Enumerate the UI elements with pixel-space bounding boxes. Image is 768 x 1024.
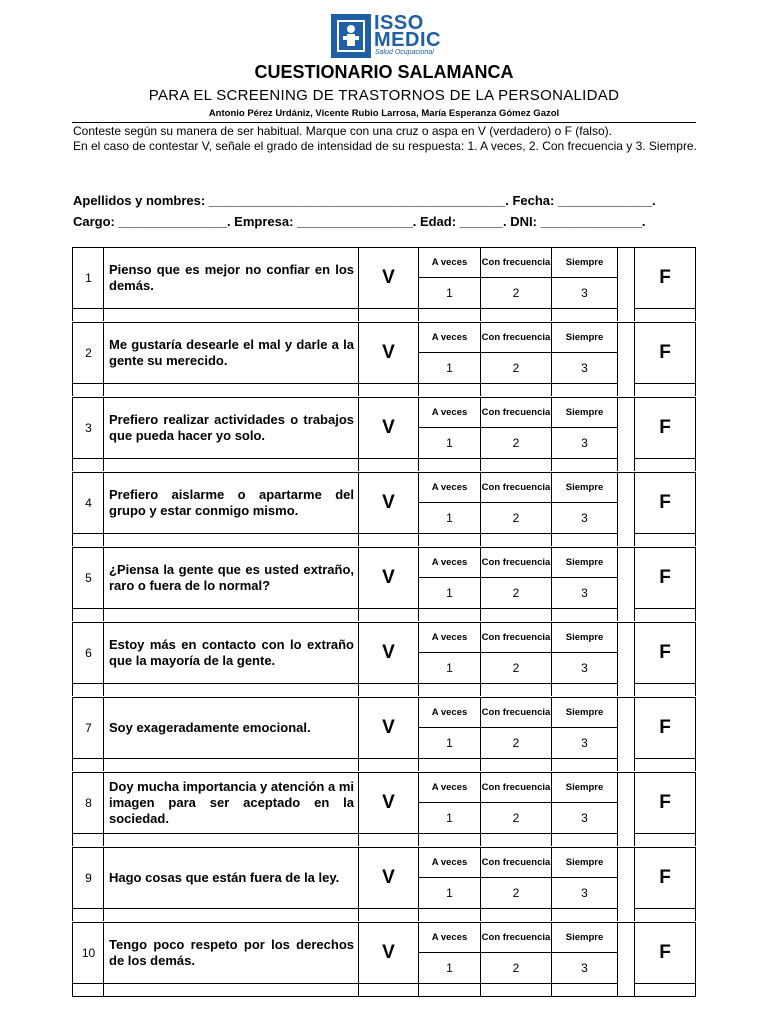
question-text: Prefiero aislarme o apartarme del grupo y estar conmigo mismo. [109, 486, 354, 518]
intensity-option-2[interactable]: 2 [512, 361, 520, 375]
intensity-header: A veces [431, 256, 468, 268]
intensity-option-1[interactable]: 1 [446, 286, 453, 300]
question-number: 2 [85, 345, 92, 360]
table-border [617, 697, 618, 771]
intensity-header: A veces [431, 631, 468, 643]
table-border [695, 472, 696, 546]
authors: Antonio Pérez Urdániz, Vicente Rubio Larrosa, María Esperanza Gómez Gazol [208, 108, 560, 119]
job-company-field[interactable]: Cargo: _______________. Empresa: ________________. Edad: ______. DNI: ______________. [73, 214, 646, 229]
table-border [634, 683, 696, 684]
table-border [103, 247, 104, 321]
true-option[interactable]: V [382, 641, 395, 663]
intensity-header: Siempre [565, 406, 604, 418]
false-option[interactable]: F [659, 791, 671, 813]
table-border [72, 622, 73, 696]
intensity-option-1[interactable]: 1 [446, 511, 453, 525]
table-border [634, 983, 696, 984]
intensity-header: A veces [431, 481, 468, 493]
intensity-header: A veces [431, 406, 468, 418]
intensity-header: Siempre [565, 931, 604, 943]
table-border [695, 922, 696, 996]
divider [72, 122, 696, 123]
intensity-header: Con frecuencia [481, 856, 551, 868]
table-border [103, 472, 104, 546]
intensity-option-1[interactable]: 1 [446, 436, 453, 450]
instructions-line-2: En el caso de contestar V, señale el grado de intensidad de su respuesta: 1. A veces, 2. Con frecuencia y 3. Siempre. [73, 139, 697, 153]
table-border [617, 847, 618, 921]
intensity-option-1[interactable]: 1 [446, 961, 453, 975]
page-title: CUESTIONARIO SALAMANCA [254, 62, 514, 82]
intensity-option-3[interactable]: 3 [581, 436, 588, 450]
question-text: Soy exageradamente emocional. [109, 719, 311, 735]
table-border [72, 772, 73, 846]
intensity-option-3[interactable]: 3 [581, 811, 588, 825]
table-border [103, 622, 104, 696]
table-border [695, 772, 696, 846]
intensity-header: A veces [431, 856, 468, 868]
question-number: 9 [85, 870, 92, 885]
table-border [72, 397, 73, 471]
table-border [617, 622, 618, 696]
table-border [72, 608, 617, 609]
intensity-option-1[interactable]: 1 [446, 361, 453, 375]
true-option[interactable]: V [382, 716, 395, 738]
table-border [634, 908, 696, 909]
logo-tagline: Salud Ocupacional [375, 49, 434, 56]
question-number: 5 [85, 570, 92, 585]
table-border [103, 322, 104, 396]
false-option[interactable]: F [659, 266, 671, 288]
true-option[interactable]: V [382, 941, 395, 963]
logo-text-isso: ISSO [374, 12, 424, 34]
question-text: Hago cosas que están fuera de la ley. [109, 869, 340, 885]
intensity-header: Con frecuencia [481, 406, 551, 418]
intensity-option-2[interactable]: 2 [512, 286, 520, 300]
intensity-header: Con frecuencia [481, 331, 551, 343]
intensity-header: Siempre [565, 481, 604, 493]
table-border [103, 547, 104, 621]
logo-text-medic: MEDIC [374, 29, 441, 51]
intensity-option-3[interactable]: 3 [581, 736, 588, 750]
table-border [72, 847, 73, 921]
intensity-header: Siempre [565, 331, 604, 343]
intensity-header: Siempre [565, 856, 604, 868]
intensity-option-1[interactable]: 1 [446, 736, 453, 750]
false-option[interactable]: F [659, 941, 671, 963]
true-option[interactable]: V [382, 866, 395, 888]
false-option[interactable]: F [659, 491, 671, 513]
table-border [72, 472, 73, 546]
questionnaire-table [72, 247, 696, 983]
table-border [695, 247, 696, 321]
intensity-option-2[interactable]: 2 [512, 586, 520, 600]
intensity-option-2[interactable]: 2 [512, 511, 520, 525]
table-border [617, 247, 618, 321]
intensity-option-2[interactable]: 2 [512, 811, 520, 825]
intensity-option-3[interactable]: 3 [581, 661, 588, 675]
question-number: 7 [85, 720, 92, 735]
question-text: Me gustaría desearle el mal y darle a la gente su merecido. [109, 336, 354, 368]
question-number: 6 [85, 645, 92, 660]
table-border [634, 383, 696, 384]
question-text: Tengo poco respeto por los derechos de los demás. [109, 936, 354, 968]
table-border [634, 608, 696, 609]
table-border [72, 547, 73, 621]
true-option[interactable]: V [382, 791, 395, 813]
intensity-header: Siempre [565, 631, 604, 643]
table-border [72, 833, 617, 834]
table-border [72, 322, 73, 396]
intensity-header: A veces [431, 706, 468, 718]
question-text: Estoy más en contacto con lo extraño que la mayoría de la gente. [109, 636, 354, 668]
table-border [695, 622, 696, 696]
table-border [617, 322, 618, 396]
question-text: Pienso que es mejor no confiar en los demás. [109, 261, 354, 293]
intensity-option-2[interactable]: 2 [512, 661, 520, 675]
question-number: 10 [81, 945, 96, 960]
name-date-field[interactable]: Apellidos y nombres: _________________________________________. Fecha: _____________. [73, 193, 656, 208]
table-border [72, 683, 617, 684]
intensity-header: Con frecuencia [481, 631, 551, 643]
intensity-option-3[interactable]: 3 [581, 586, 588, 600]
table-border [103, 922, 104, 996]
table-border [695, 847, 696, 921]
question-number: 3 [85, 420, 92, 435]
intensity-option-2[interactable]: 2 [512, 886, 520, 900]
intensity-option-3[interactable]: 3 [581, 886, 588, 900]
true-option[interactable]: V [382, 566, 395, 588]
table-border [103, 697, 104, 771]
intensity-header: A veces [431, 781, 468, 793]
intensity-header: Siempre [565, 781, 604, 793]
table-border [103, 772, 104, 846]
intensity-option-3[interactable]: 3 [581, 961, 588, 975]
question-number: 8 [85, 795, 92, 810]
table-border [634, 833, 696, 834]
true-option[interactable]: V [382, 416, 395, 438]
question-number: 1 [85, 270, 92, 285]
false-option[interactable]: F [659, 641, 671, 663]
intensity-option-2[interactable]: 2 [512, 736, 520, 750]
table-border [72, 908, 617, 909]
instructions-line-1: Conteste según su manera de ser habitual. Marque con una cruz o aspa en V (verdadero) o F (falso). [73, 124, 612, 138]
intensity-header: Siempre [565, 556, 604, 568]
table-border [72, 247, 73, 321]
intensity-header: Con frecuencia [481, 256, 551, 268]
question-text: Prefiero realizar actividades o trabajos que pueda hacer yo solo. [109, 411, 354, 443]
table-border [72, 533, 617, 534]
false-option[interactable]: F [659, 866, 671, 888]
intensity-header: A veces [431, 931, 468, 943]
page-subtitle: PARA EL SCREENING DE TRASTORNOS DE LA PERSONALIDAD [148, 87, 620, 104]
table-border [72, 996, 696, 997]
table-border [72, 697, 73, 771]
false-option[interactable]: F [659, 341, 671, 363]
table-border [72, 308, 617, 309]
table-border [617, 397, 618, 471]
intensity-option-1[interactable]: 1 [446, 886, 453, 900]
table-border [617, 472, 618, 546]
question-text: ¿Piensa la gente que es usted extraño, raro o fuera de lo normal? [109, 561, 354, 593]
table-border [695, 547, 696, 621]
intensity-option-1[interactable]: 1 [446, 586, 453, 600]
true-option[interactable]: V [382, 341, 395, 363]
intensity-option-3[interactable]: 3 [581, 511, 588, 525]
false-option[interactable]: F [659, 716, 671, 738]
intensity-option-1[interactable]: 1 [446, 661, 453, 675]
table-border [634, 533, 696, 534]
intensity-header: Con frecuencia [481, 706, 551, 718]
table-border [72, 983, 617, 984]
table-border [695, 322, 696, 396]
intensity-option-2[interactable]: 2 [512, 436, 520, 450]
company-logo [331, 14, 439, 58]
true-option[interactable]: V [382, 266, 395, 288]
intensity-header: Con frecuencia [481, 931, 551, 943]
table-border [103, 397, 104, 471]
intensity-header: A veces [431, 331, 468, 343]
false-option[interactable]: F [659, 416, 671, 438]
table-border [617, 772, 618, 846]
table-border [72, 383, 617, 384]
table-border [617, 922, 618, 996]
table-border [695, 697, 696, 771]
intensity-header: Con frecuencia [481, 556, 551, 568]
question-text: Doy mucha importancia y atención a mi imagen para ser aceptado en la sociedad. [109, 778, 354, 826]
table-border [634, 758, 696, 759]
table-border [634, 458, 696, 459]
true-option[interactable]: V [382, 491, 395, 513]
intensity-option-3[interactable]: 3 [581, 286, 588, 300]
intensity-header: Con frecuencia [481, 481, 551, 493]
table-border [72, 458, 617, 459]
intensity-header: Siempre [565, 706, 604, 718]
intensity-header: A veces [431, 556, 468, 568]
logo-emblem [331, 14, 371, 58]
intensity-option-2[interactable]: 2 [512, 961, 520, 975]
intensity-option-1[interactable]: 1 [446, 811, 453, 825]
instructions [73, 124, 697, 154]
table-border [72, 922, 73, 996]
intensity-header: Con frecuencia [481, 781, 551, 793]
table-border [634, 308, 696, 309]
question-number: 4 [85, 495, 92, 510]
intensity-header: Siempre [565, 256, 604, 268]
table-border [103, 847, 104, 921]
intensity-option-3[interactable]: 3 [581, 361, 588, 375]
table-border [695, 397, 696, 471]
table-border [72, 758, 617, 759]
false-option[interactable]: F [659, 566, 671, 588]
table-border [617, 547, 618, 621]
